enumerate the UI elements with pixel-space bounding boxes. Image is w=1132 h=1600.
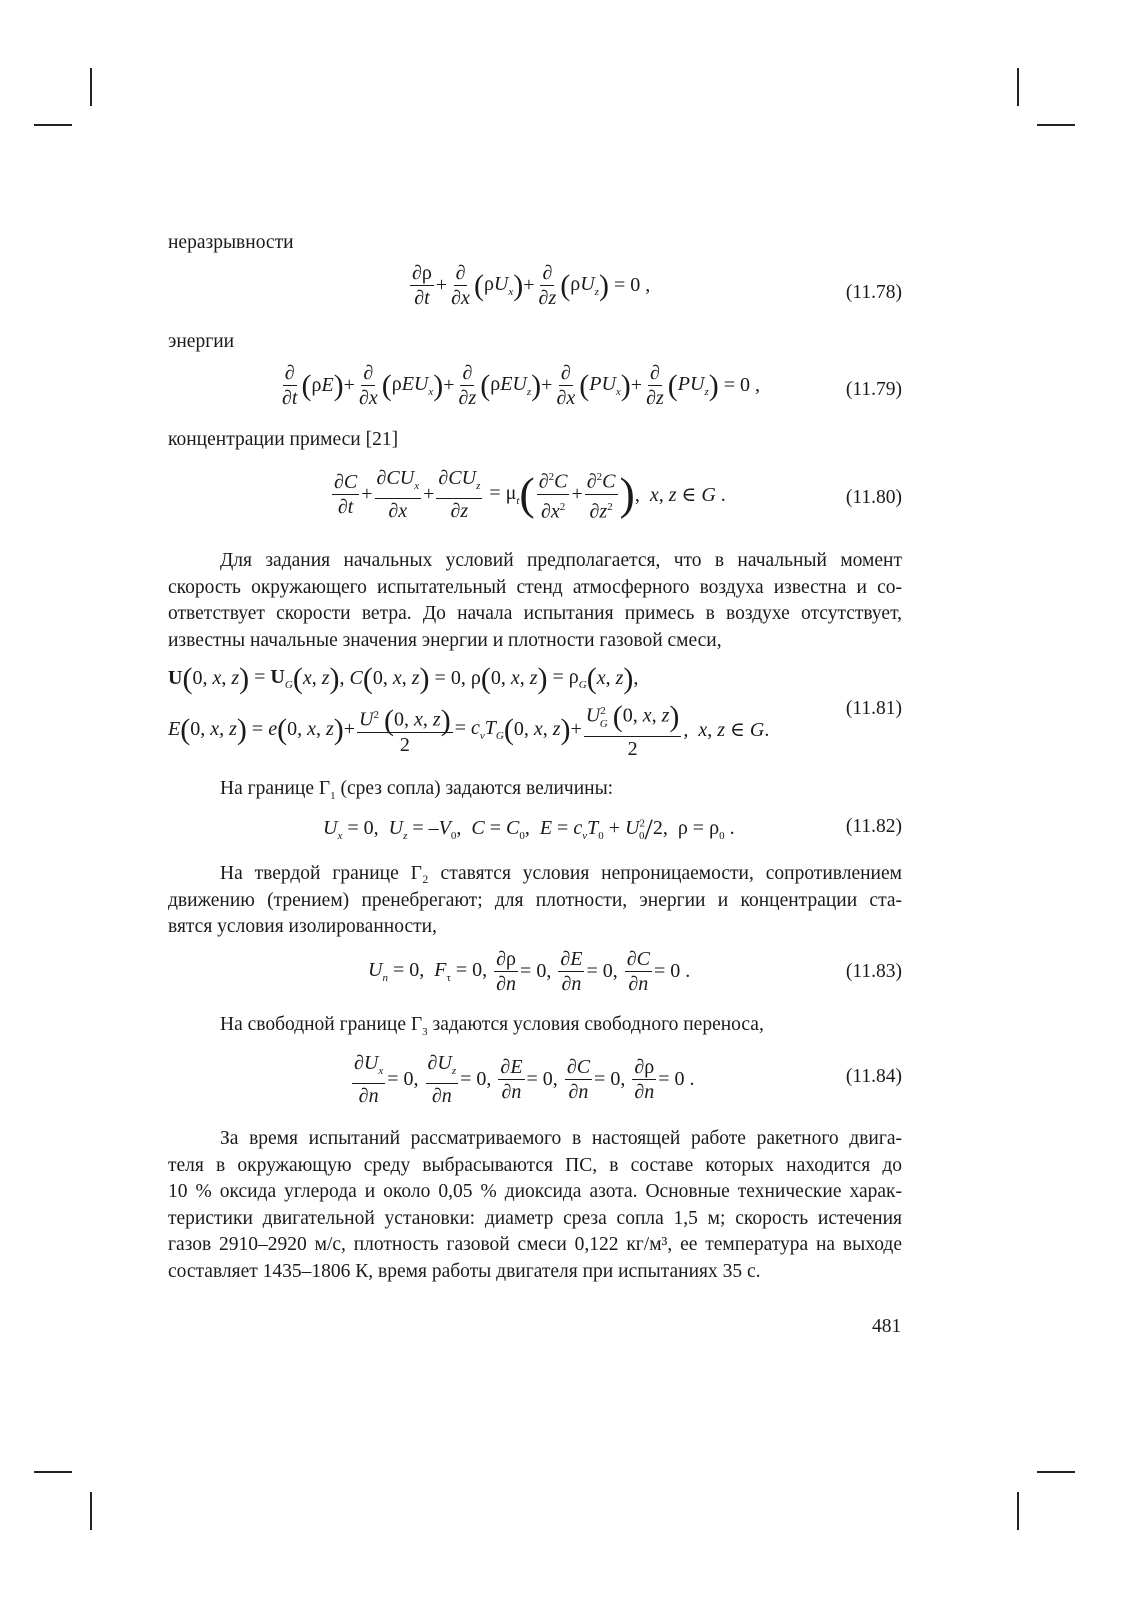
text-line: вятся условия изолированности, xyxy=(168,916,437,938)
equation-11-81-line2: E ( 0, x, z ) = e ( 0, x, z ) + $\frac{U^2 (0, x, z)}{2}$ = $c_vT_G$ ( 0, x, z ) + $\frac{U^2_G (0, x, z)}{2}$ , x, z ∈ G. xyxy=(168,700,770,760)
equation-number: (11.82) xyxy=(845,816,902,837)
paragraph-initial-conditions xyxy=(168,548,902,654)
paragraph-boundary-3 xyxy=(220,1012,764,1045)
text-line: теля в окружающую среду выбрасываются ПС, в составе которых находится до xyxy=(168,1154,902,1176)
label-concentration: концентрации примеси [21] xyxy=(168,429,399,450)
text: На свободной границе Γ xyxy=(220,1014,423,1035)
equation-11-80: $\frac{\partial C}{\partial t}$ + $\frac{\partial CU_x}{\partial x}$ + $\frac{\partial CU_z}{\partial z}$ = $\mu_t$ ( $\frac{\partial^2C}{\partial x^2}$ + $\frac{\partial^2C}{\partial z^2}$ ) , x, z ∈ G . xyxy=(334,466,726,523)
text-line: известны начальные значения энергии и плотности газовой смеси, xyxy=(168,629,722,651)
equation-11-78: $\frac{\partial\rho}{\partial t}$ + $\frac{\partial}{\partial x}$ ( $\rho U_x$ ) + $\frac{\partial}{\partial z}$ ( $\rho U_z$ ) = 0 , xyxy=(412,262,651,309)
equation-number: (11.83) xyxy=(845,961,902,982)
equation-11-84: $\frac{\partial U_x}{\partial n}$ = 0, $\frac{\partial U_z}{\partial n}$ = 0, $\frac{\partial E}{\partial n}$ = 0, $\frac{\partial C}{\partial n}$ = 0, $\frac{\partial\rho}{\partial n}$ = 0 . xyxy=(354,1052,695,1107)
paragraph-boundary-2 xyxy=(168,861,902,941)
equation-11-79: $\frac{\partial}{\partial t}$ ( ρE ) + $\frac{\partial}{\partial x}$ ( ρEU$_x$ ) + $\frac{\partial}{\partial z}$ ( ρEU$_z$ ) + $\frac{\partial}{\partial x}$ ( $PU_x$ ) + $\frac{\partial}{\partial z}$ ( $PU_z$ ) = 0 , xyxy=(282,362,760,409)
crop-mark xyxy=(1017,68,1019,106)
crop-mark xyxy=(1017,1492,1019,1530)
paragraph-engine-characteristics xyxy=(168,1126,902,1286)
text: На границе Γ xyxy=(220,778,331,799)
label-energy: энергии xyxy=(168,331,235,352)
crop-mark xyxy=(90,1492,92,1530)
text: задаются условия свободного переноса, xyxy=(427,1014,764,1035)
text-line: составляет 1435–1806 К, время работы двигателя при испытаниях 35 с. xyxy=(168,1260,761,1282)
crop-mark xyxy=(1037,124,1075,126)
equation-number: (11.84) xyxy=(845,1066,902,1087)
text-line: газов 2910–2920 м/с, плотность газовой смеси 0,122 кг/м³, ее температура на выходе xyxy=(168,1234,902,1256)
crop-mark xyxy=(34,1471,72,1473)
crop-mark xyxy=(90,68,92,106)
text-line: движению (трением) пренебрегают; для плотности, энергии и концентрации ста- xyxy=(168,889,902,911)
equation-number: (11.79) xyxy=(845,379,902,400)
equation-number: (11.78) xyxy=(845,282,902,303)
text-line: скорость окружающего испытательный стенд атмосферного воздуха известна и со- xyxy=(168,576,902,598)
crop-mark xyxy=(1037,1471,1075,1473)
text-line: теристики двигательной установки: диаметр среза сопла 1,5 м; скорость истечения xyxy=(168,1207,902,1229)
text-line: ответствует скорости ветра. До начала испытания примесь в воздухе отсутствует, xyxy=(168,603,902,625)
text-line: На твердой границе Γ₂ ставятся условия непроницаемости, сопротивлением xyxy=(220,863,902,884)
equation-11-82: $U_x = 0$, $U_z = -V_0$, $C = C_0$, $E = c_vT_0 + U^2_0$ / 2, $\rho = \rho_0$ . xyxy=(323,812,735,846)
text-line: 10 % оксида углерода и около 0,05 % диоксида азота. Основные технические харак- xyxy=(168,1181,902,1203)
page-number: 481 xyxy=(872,1316,902,1337)
equation-number: (11.81) xyxy=(845,698,902,719)
text: (срез сопла) задаются величины: xyxy=(335,778,614,799)
subscript: 3 xyxy=(422,1025,428,1038)
equation-number: (11.80) xyxy=(845,487,902,508)
subscript: 1 xyxy=(330,789,336,802)
equation-11-81-line1: U ( 0, x, z ) = $U_G$ ( x, z ) , C ( 0, x, z ) = 0, ρ ( 0, x, z ) = $\rho_G$ ( x, z ) , xyxy=(168,661,639,695)
paragraph-boundary-1 xyxy=(220,776,613,809)
text-line: Для задания начальных условий предполагается, что в начальный момент xyxy=(220,550,902,571)
text-line: За время испытаний рассматриваемого в настоящей работе ракетного двига- xyxy=(220,1128,902,1149)
label-continuity: неразрывности xyxy=(168,232,294,253)
crop-mark xyxy=(34,124,72,126)
equation-11-83: $U_n = 0$, $F_\tau = 0$, $\frac{\partial\rho}{\partial n}$ = 0, $\frac{\partial E}{\partial n}$ = 0, $\frac{\partial C}{\partial n}$ = 0 . xyxy=(368,948,691,995)
